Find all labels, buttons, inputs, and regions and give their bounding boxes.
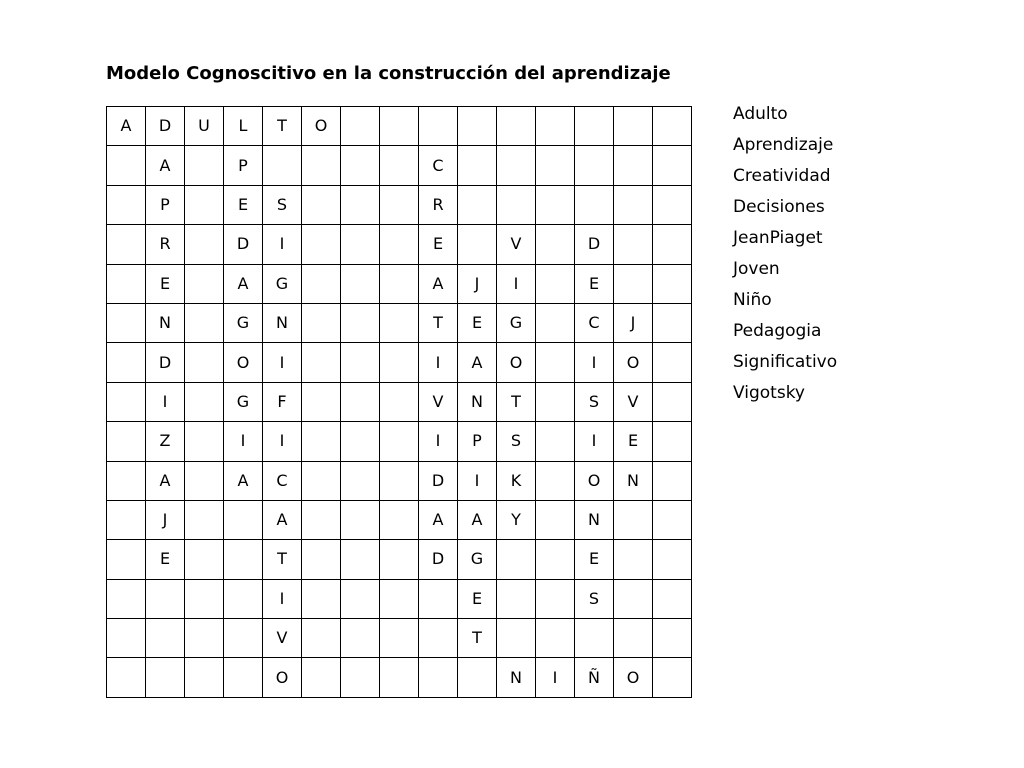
grid-cell bbox=[380, 343, 419, 382]
grid-cell: S bbox=[575, 579, 614, 618]
grid-cell: C bbox=[263, 461, 302, 500]
grid-cell: N bbox=[146, 303, 185, 342]
grid-cell bbox=[497, 579, 536, 618]
grid-cell bbox=[575, 146, 614, 185]
grid-row bbox=[107, 540, 692, 579]
grid-cell bbox=[185, 303, 224, 342]
grid-cell bbox=[107, 579, 146, 618]
grid-cell bbox=[107, 225, 146, 264]
grid-cell bbox=[380, 500, 419, 539]
grid-cell bbox=[653, 185, 692, 224]
grid-row bbox=[107, 461, 692, 500]
grid-cell bbox=[419, 579, 458, 618]
grid-cell bbox=[653, 303, 692, 342]
grid-cell: E bbox=[419, 225, 458, 264]
grid-cell bbox=[341, 185, 380, 224]
grid-cell bbox=[341, 658, 380, 697]
grid-cell bbox=[302, 579, 341, 618]
grid-cell bbox=[107, 461, 146, 500]
grid-cell: O bbox=[614, 343, 653, 382]
grid-cell bbox=[185, 343, 224, 382]
grid-cell: G bbox=[263, 264, 302, 303]
grid-row bbox=[107, 185, 692, 224]
word-search-grid bbox=[106, 106, 692, 698]
grid-cell bbox=[536, 225, 575, 264]
grid-cell bbox=[302, 658, 341, 697]
grid-cell bbox=[380, 540, 419, 579]
grid-row bbox=[107, 500, 692, 539]
grid-cell bbox=[380, 303, 419, 342]
grid-cell bbox=[341, 264, 380, 303]
grid-cell bbox=[653, 146, 692, 185]
grid-cell bbox=[653, 540, 692, 579]
grid-cell bbox=[185, 382, 224, 421]
grid-cell bbox=[302, 619, 341, 658]
grid-cell bbox=[653, 343, 692, 382]
grid-cell bbox=[185, 461, 224, 500]
grid-cell: V bbox=[419, 382, 458, 421]
grid-cell: T bbox=[263, 540, 302, 579]
grid-cell: C bbox=[575, 303, 614, 342]
grid-cell: E bbox=[458, 579, 497, 618]
grid-cell bbox=[302, 343, 341, 382]
grid-cell bbox=[185, 658, 224, 697]
page-title: Modelo Cognoscitivo en la construcción del aprendizaje bbox=[106, 63, 671, 84]
grid-cell bbox=[614, 579, 653, 618]
grid-cell bbox=[575, 185, 614, 224]
grid-cell bbox=[224, 619, 263, 658]
grid-cell bbox=[107, 619, 146, 658]
grid-cell bbox=[536, 540, 575, 579]
grid-cell bbox=[341, 303, 380, 342]
grid-row bbox=[107, 658, 692, 697]
grid-cell bbox=[341, 500, 380, 539]
grid-cell bbox=[653, 107, 692, 146]
grid-cell bbox=[536, 185, 575, 224]
word-list-item: Adulto bbox=[733, 104, 788, 124]
grid-cell bbox=[653, 382, 692, 421]
grid-cell bbox=[536, 422, 575, 461]
grid-cell bbox=[107, 540, 146, 579]
grid-cell: E bbox=[614, 422, 653, 461]
grid-cell bbox=[380, 658, 419, 697]
grid-cell bbox=[185, 500, 224, 539]
grid-cell: G bbox=[224, 303, 263, 342]
grid-cell: T bbox=[497, 382, 536, 421]
grid-cell: O bbox=[614, 658, 653, 697]
grid-cell: D bbox=[419, 461, 458, 500]
grid-cell: I bbox=[263, 225, 302, 264]
grid-cell: S bbox=[263, 185, 302, 224]
grid-cell bbox=[497, 185, 536, 224]
grid-cell bbox=[380, 422, 419, 461]
grid-cell bbox=[419, 107, 458, 146]
grid-cell: P bbox=[224, 146, 263, 185]
grid-cell bbox=[614, 225, 653, 264]
grid-row bbox=[107, 146, 692, 185]
grid-cell bbox=[614, 500, 653, 539]
grid-cell bbox=[380, 146, 419, 185]
grid-cell: A bbox=[146, 461, 185, 500]
grid-cell: N bbox=[263, 303, 302, 342]
grid-cell bbox=[536, 500, 575, 539]
grid-cell bbox=[302, 422, 341, 461]
grid-cell bbox=[107, 264, 146, 303]
grid-cell bbox=[380, 619, 419, 658]
grid-cell bbox=[458, 107, 497, 146]
grid-cell bbox=[536, 619, 575, 658]
grid-cell bbox=[419, 658, 458, 697]
grid-cell bbox=[107, 185, 146, 224]
grid-cell bbox=[107, 303, 146, 342]
grid-cell: O bbox=[224, 343, 263, 382]
grid-cell: I bbox=[419, 343, 458, 382]
grid-cell bbox=[263, 146, 302, 185]
grid-cell: A bbox=[224, 461, 263, 500]
grid-cell: O bbox=[575, 461, 614, 500]
word-list-item: Vigotsky bbox=[733, 383, 805, 403]
grid-cell: D bbox=[224, 225, 263, 264]
grid-cell: A bbox=[419, 500, 458, 539]
grid-cell: O bbox=[263, 658, 302, 697]
grid-cell bbox=[497, 107, 536, 146]
grid-cell bbox=[107, 658, 146, 697]
grid-cell: J bbox=[614, 303, 653, 342]
grid-cell bbox=[380, 225, 419, 264]
grid-cell bbox=[380, 264, 419, 303]
grid-cell: D bbox=[575, 225, 614, 264]
grid-cell bbox=[107, 146, 146, 185]
grid-cell bbox=[419, 619, 458, 658]
grid-cell: A bbox=[458, 343, 497, 382]
grid-cell: N bbox=[458, 382, 497, 421]
grid-cell bbox=[185, 146, 224, 185]
grid-cell: I bbox=[575, 343, 614, 382]
grid-cell bbox=[185, 264, 224, 303]
grid-cell: D bbox=[146, 107, 185, 146]
grid-cell bbox=[614, 185, 653, 224]
grid-cell: S bbox=[497, 422, 536, 461]
grid-cell bbox=[536, 579, 575, 618]
word-list-item: Joven bbox=[733, 259, 780, 279]
grid-cell bbox=[458, 658, 497, 697]
grid-cell: O bbox=[497, 343, 536, 382]
word-list-item: Significativo bbox=[733, 352, 838, 372]
grid-cell: T bbox=[419, 303, 458, 342]
grid-cell bbox=[224, 579, 263, 618]
grid-cell bbox=[380, 461, 419, 500]
grid-cell: I bbox=[575, 422, 614, 461]
grid-cell: E bbox=[224, 185, 263, 224]
grid-cell: U bbox=[185, 107, 224, 146]
grid-row bbox=[107, 264, 692, 303]
grid-cell bbox=[302, 225, 341, 264]
grid-row bbox=[107, 343, 692, 382]
grid-cell bbox=[536, 382, 575, 421]
grid-cell: R bbox=[419, 185, 458, 224]
grid-cell: R bbox=[146, 225, 185, 264]
grid-cell bbox=[185, 225, 224, 264]
grid-cell bbox=[302, 461, 341, 500]
grid-row bbox=[107, 619, 692, 658]
grid-cell: Ñ bbox=[575, 658, 614, 697]
grid-cell: A bbox=[419, 264, 458, 303]
grid-cell: I bbox=[263, 343, 302, 382]
grid-cell bbox=[614, 107, 653, 146]
grid-cell bbox=[653, 264, 692, 303]
grid-cell: V bbox=[497, 225, 536, 264]
grid-cell bbox=[146, 658, 185, 697]
grid-cell bbox=[107, 382, 146, 421]
grid-cell bbox=[341, 107, 380, 146]
grid-cell bbox=[341, 382, 380, 421]
grid-cell: P bbox=[458, 422, 497, 461]
grid-cell: G bbox=[224, 382, 263, 421]
grid-cell: G bbox=[458, 540, 497, 579]
grid-cell bbox=[497, 540, 536, 579]
grid-cell bbox=[185, 619, 224, 658]
word-list-item: JeanPiaget bbox=[733, 228, 823, 248]
grid-cell bbox=[107, 500, 146, 539]
grid-cell: E bbox=[575, 540, 614, 579]
grid-cell bbox=[653, 619, 692, 658]
grid-cell: I bbox=[458, 461, 497, 500]
grid-cell: L bbox=[224, 107, 263, 146]
grid-cell bbox=[497, 619, 536, 658]
grid-cell: A bbox=[146, 146, 185, 185]
grid-cell bbox=[224, 500, 263, 539]
grid-cell bbox=[458, 225, 497, 264]
grid-cell bbox=[536, 264, 575, 303]
grid-cell bbox=[653, 422, 692, 461]
grid-cell: C bbox=[419, 146, 458, 185]
grid-cell: F bbox=[263, 382, 302, 421]
grid-cell bbox=[614, 619, 653, 658]
word-list-item: Creatividad bbox=[733, 166, 831, 186]
grid-cell: A bbox=[107, 107, 146, 146]
word-list-item: Aprendizaje bbox=[733, 135, 834, 155]
grid-cell: G bbox=[497, 303, 536, 342]
grid-cell: N bbox=[575, 500, 614, 539]
grid-cell: V bbox=[614, 382, 653, 421]
grid-cell: J bbox=[458, 264, 497, 303]
grid-cell bbox=[536, 461, 575, 500]
grid-cell bbox=[536, 303, 575, 342]
grid-cell bbox=[380, 579, 419, 618]
grid-row bbox=[107, 382, 692, 421]
grid-cell bbox=[536, 343, 575, 382]
grid-cell bbox=[341, 540, 380, 579]
grid-row bbox=[107, 579, 692, 618]
grid-cell: E bbox=[575, 264, 614, 303]
grid-cell: I bbox=[263, 579, 302, 618]
grid-cell bbox=[302, 303, 341, 342]
grid-cell: N bbox=[614, 461, 653, 500]
grid-cell bbox=[458, 146, 497, 185]
grid-cell bbox=[107, 343, 146, 382]
grid-cell: I bbox=[224, 422, 263, 461]
grid-cell bbox=[341, 146, 380, 185]
grid-row bbox=[107, 303, 692, 342]
word-list-item: Decisiones bbox=[733, 197, 825, 217]
grid-cell: E bbox=[146, 540, 185, 579]
grid-cell: Z bbox=[146, 422, 185, 461]
grid-cell bbox=[146, 579, 185, 618]
grid-cell bbox=[146, 619, 185, 658]
grid-cell bbox=[341, 579, 380, 618]
grid-cell bbox=[341, 461, 380, 500]
grid-cell bbox=[107, 422, 146, 461]
grid-cell bbox=[185, 540, 224, 579]
grid-cell: D bbox=[146, 343, 185, 382]
grid-cell bbox=[302, 264, 341, 303]
grid-cell bbox=[302, 540, 341, 579]
grid-cell: P bbox=[146, 185, 185, 224]
grid-cell: I bbox=[497, 264, 536, 303]
grid-cell bbox=[341, 619, 380, 658]
grid-cell: K bbox=[497, 461, 536, 500]
grid-cell: A bbox=[224, 264, 263, 303]
grid-cell: O bbox=[302, 107, 341, 146]
grid-cell: T bbox=[458, 619, 497, 658]
grid-cell: E bbox=[146, 264, 185, 303]
grid-row bbox=[107, 107, 692, 146]
grid-cell bbox=[575, 107, 614, 146]
word-list-item: Pedagogia bbox=[733, 321, 822, 341]
grid-cell: N bbox=[497, 658, 536, 697]
grid-cell bbox=[614, 540, 653, 579]
grid-cell bbox=[185, 185, 224, 224]
grid-cell: V bbox=[263, 619, 302, 658]
grid-row bbox=[107, 225, 692, 264]
grid-cell: S bbox=[575, 382, 614, 421]
grid-cell: I bbox=[536, 658, 575, 697]
grid-cell bbox=[614, 264, 653, 303]
grid-cell bbox=[341, 422, 380, 461]
grid-cell bbox=[653, 225, 692, 264]
grid-cell bbox=[302, 146, 341, 185]
grid-cell bbox=[302, 382, 341, 421]
grid-cell bbox=[224, 658, 263, 697]
grid-cell bbox=[341, 225, 380, 264]
grid-cell bbox=[575, 619, 614, 658]
grid-cell bbox=[380, 185, 419, 224]
grid-cell bbox=[341, 343, 380, 382]
grid-cell: A bbox=[263, 500, 302, 539]
grid-cell bbox=[380, 382, 419, 421]
grid-cell: I bbox=[419, 422, 458, 461]
grid-cell bbox=[185, 579, 224, 618]
grid-cell: Y bbox=[497, 500, 536, 539]
grid-cell: D bbox=[419, 540, 458, 579]
grid-cell bbox=[302, 185, 341, 224]
grid-cell bbox=[458, 185, 497, 224]
grid-cell bbox=[653, 658, 692, 697]
grid-cell: A bbox=[458, 500, 497, 539]
grid-cell: T bbox=[263, 107, 302, 146]
grid-cell bbox=[536, 107, 575, 146]
grid-cell bbox=[380, 107, 419, 146]
grid-cell: J bbox=[146, 500, 185, 539]
grid-cell bbox=[224, 540, 263, 579]
word-list-item: Niño bbox=[733, 290, 772, 310]
grid-cell bbox=[536, 146, 575, 185]
grid-cell: I bbox=[146, 382, 185, 421]
grid-cell bbox=[497, 146, 536, 185]
grid-row bbox=[107, 422, 692, 461]
grid-cell: I bbox=[263, 422, 302, 461]
grid-cell bbox=[653, 500, 692, 539]
grid-cell bbox=[185, 422, 224, 461]
grid-cell bbox=[653, 579, 692, 618]
word-list bbox=[733, 101, 837, 411]
grid-cell bbox=[614, 146, 653, 185]
grid-cell bbox=[653, 461, 692, 500]
grid-cell bbox=[302, 500, 341, 539]
grid-cell: E bbox=[458, 303, 497, 342]
